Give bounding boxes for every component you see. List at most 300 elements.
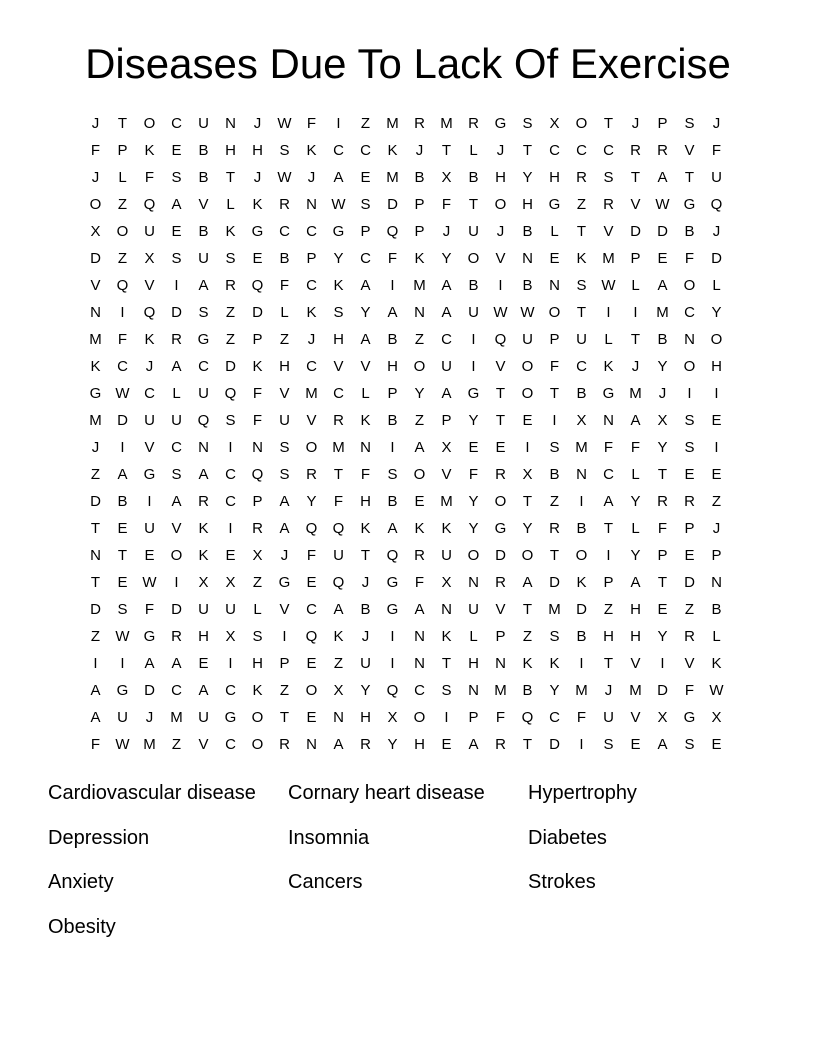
- grid-cell: M: [656, 304, 669, 321]
- grid-cell: K: [441, 628, 452, 645]
- grid-cell: K: [306, 142, 317, 159]
- grid-cell: W: [115, 628, 130, 645]
- grid-cell: E: [657, 601, 668, 618]
- grid-cell: O: [683, 277, 696, 294]
- grid-cell: Z: [279, 682, 290, 699]
- grid-cell: T: [468, 196, 479, 213]
- grid-cell: T: [225, 169, 236, 186]
- grid-cell: B: [360, 601, 371, 618]
- grid-cell: F: [684, 682, 695, 699]
- grid-cell: W: [142, 574, 157, 591]
- grid-cell: V: [144, 439, 155, 456]
- grid-cell: K: [360, 520, 371, 537]
- grid-cell: O: [305, 439, 318, 456]
- grid-cell: Z: [117, 196, 128, 213]
- grid-cell: L: [631, 466, 640, 483]
- grid-cell: I: [606, 304, 611, 321]
- grid-cell: S: [279, 439, 290, 456]
- grid-cell: D: [171, 601, 182, 618]
- grid-cell: N: [90, 547, 101, 564]
- word-list: [48, 779, 768, 957]
- grid-cell: J: [307, 331, 316, 348]
- word-list-item: Diabetes: [528, 826, 607, 849]
- grid-cell: U: [522, 331, 533, 348]
- grid-cell: I: [120, 304, 125, 321]
- grid-cell: U: [198, 250, 209, 267]
- grid-cell: P: [684, 520, 695, 537]
- grid-cell: T: [657, 574, 668, 591]
- grid-cell: Z: [684, 601, 695, 618]
- grid-cell: J: [442, 223, 451, 240]
- grid-cell: S: [225, 412, 236, 429]
- grid-cell: C: [576, 142, 587, 159]
- grid-cell: U: [711, 169, 722, 186]
- grid-cell: G: [683, 196, 696, 213]
- grid-cell: M: [386, 169, 399, 186]
- grid-cell: C: [225, 682, 236, 699]
- grid-cell: F: [711, 142, 722, 159]
- grid-cell: P: [252, 493, 263, 510]
- grid-cell: K: [414, 520, 425, 537]
- word-list-item: Hypertrophy: [528, 782, 637, 804]
- grid-cell: R: [603, 196, 614, 213]
- grid-cell: S: [576, 277, 587, 294]
- grid-cell: Q: [197, 412, 210, 429]
- grid-cell: R: [468, 115, 479, 132]
- grid-cell: Y: [468, 412, 479, 429]
- grid-cell: O: [683, 358, 696, 375]
- grid-cell: P: [414, 196, 425, 213]
- grid-cell: K: [90, 358, 101, 375]
- grid-cell: K: [603, 358, 614, 375]
- grid-cell: X: [441, 574, 452, 591]
- grid-cell: B: [576, 520, 587, 537]
- grid-cell: K: [522, 655, 533, 672]
- grid-cell: E: [657, 250, 668, 267]
- grid-cell: O: [413, 709, 426, 726]
- grid-cell: G: [386, 574, 399, 591]
- grid-cell: Z: [522, 628, 533, 645]
- grid-cell: E: [441, 736, 452, 753]
- grid-cell: C: [576, 358, 587, 375]
- grid-cell: D: [684, 574, 695, 591]
- grid-cell: T: [549, 385, 560, 402]
- grid-cell: Y: [468, 493, 479, 510]
- grid-cell: D: [225, 358, 236, 375]
- grid-cell: F: [549, 358, 560, 375]
- grid-cell: I: [147, 493, 152, 510]
- grid-cell: X: [333, 682, 344, 699]
- grid-cell: S: [441, 682, 452, 699]
- grid-cell: R: [252, 520, 263, 537]
- grid-cell: E: [684, 547, 695, 564]
- grid-cell: T: [603, 655, 614, 672]
- grid-cell: F: [684, 250, 695, 267]
- grid-cell: J: [496, 142, 505, 159]
- grid-cell: N: [414, 304, 425, 321]
- grid-cell: A: [657, 736, 668, 753]
- grid-cell: U: [171, 412, 182, 429]
- grid-cell: N: [495, 655, 506, 672]
- grid-cell: I: [228, 520, 233, 537]
- grid-cell: Q: [386, 682, 399, 699]
- grid-cell: A: [360, 277, 371, 294]
- grid-cell: E: [225, 547, 236, 564]
- grid-cell: Q: [494, 331, 507, 348]
- word-list-item: Anxiety: [48, 871, 114, 893]
- grid-cell: A: [441, 385, 452, 402]
- grid-cell: M: [629, 682, 642, 699]
- grid-cell: R: [171, 628, 182, 645]
- grid-cell: E: [306, 709, 317, 726]
- grid-cell: O: [575, 547, 588, 564]
- grid-cell: B: [522, 682, 533, 699]
- grid-cell: V: [360, 358, 371, 375]
- grid-cell: Y: [414, 385, 425, 402]
- grid-cell: C: [360, 142, 371, 159]
- grid-cell: U: [468, 304, 479, 321]
- grid-cell: P: [657, 115, 668, 132]
- grid-cell: L: [226, 196, 235, 213]
- grid-cell: T: [441, 655, 452, 672]
- grid-cell: Y: [360, 682, 371, 699]
- grid-cell: J: [712, 115, 721, 132]
- grid-cell: T: [522, 493, 533, 510]
- grid-cell: H: [549, 169, 560, 186]
- grid-cell: E: [522, 412, 533, 429]
- grid-cell: S: [252, 628, 263, 645]
- grid-cell: C: [333, 385, 344, 402]
- grid-cell: I: [471, 358, 476, 375]
- grid-cell: J: [658, 385, 667, 402]
- grid-cell: A: [630, 412, 641, 429]
- grid-cell: H: [387, 358, 398, 375]
- grid-cell: F: [333, 493, 344, 510]
- grid-cell: J: [253, 169, 262, 186]
- grid-cell: S: [171, 250, 182, 267]
- grid-cell: O: [413, 358, 426, 375]
- grid-cell: Z: [576, 196, 587, 213]
- grid-cell: U: [198, 709, 209, 726]
- grid-cell: U: [468, 601, 479, 618]
- grid-cell: O: [413, 466, 426, 483]
- grid-cell: F: [306, 547, 317, 564]
- grid-cell: K: [198, 520, 209, 537]
- grid-cell: X: [657, 709, 668, 726]
- grid-cell: V: [90, 277, 101, 294]
- grid-cell: B: [576, 628, 587, 645]
- grid-cell: S: [549, 628, 560, 645]
- grid-cell: A: [171, 358, 182, 375]
- grid-cell: G: [89, 385, 102, 402]
- grid-cell: A: [333, 169, 344, 186]
- grid-cell: T: [333, 466, 344, 483]
- grid-cell: A: [603, 493, 614, 510]
- grid-cell: C: [171, 682, 182, 699]
- grid-cell: E: [684, 466, 695, 483]
- grid-cell: L: [604, 331, 613, 348]
- grid-cell: D: [657, 223, 668, 240]
- grid-cell: I: [579, 493, 584, 510]
- grid-cell: W: [520, 304, 535, 321]
- grid-cell: G: [143, 466, 156, 483]
- grid-cell: P: [279, 655, 290, 672]
- grid-cell: R: [333, 412, 344, 429]
- grid-cell: L: [550, 223, 559, 240]
- grid-cell: Z: [333, 655, 344, 672]
- grid-cell: P: [603, 574, 614, 591]
- grid-cell: P: [252, 331, 263, 348]
- grid-cell: V: [630, 196, 641, 213]
- grid-cell: T: [630, 169, 641, 186]
- grid-cell: C: [198, 358, 209, 375]
- grid-cell: N: [90, 304, 101, 321]
- grid-cell: I: [471, 331, 476, 348]
- grid-cell: P: [414, 223, 425, 240]
- grid-cell: F: [252, 412, 263, 429]
- grid-cell: E: [495, 439, 506, 456]
- grid-cell: I: [174, 277, 179, 294]
- grid-cell: U: [144, 520, 155, 537]
- grid-cell: T: [360, 547, 371, 564]
- grid-cell: C: [360, 250, 371, 267]
- grid-cell: Y: [657, 628, 668, 645]
- grid-cell: V: [495, 250, 506, 267]
- letter-grid: [82, 110, 730, 758]
- grid-cell: I: [228, 439, 233, 456]
- grid-cell: V: [441, 466, 452, 483]
- grid-cell: N: [468, 574, 479, 591]
- grid-cell: D: [90, 601, 101, 618]
- grid-cell: P: [117, 142, 128, 159]
- grid-cell: I: [93, 655, 98, 672]
- grid-cell: N: [333, 709, 344, 726]
- grid-cell: F: [630, 439, 641, 456]
- grid-cell: E: [117, 520, 128, 537]
- grid-cell: A: [360, 331, 371, 348]
- grid-cell: G: [251, 223, 264, 240]
- grid-cell: U: [117, 709, 128, 726]
- grid-cell: I: [390, 628, 395, 645]
- grid-cell: U: [576, 331, 587, 348]
- grid-cell: T: [90, 520, 101, 537]
- grid-cell: R: [279, 196, 290, 213]
- grid-cell: M: [440, 115, 453, 132]
- grid-cell: B: [522, 277, 533, 294]
- grid-cell: G: [467, 385, 480, 402]
- grid-cell: J: [280, 547, 289, 564]
- grid-cell: O: [521, 547, 534, 564]
- grid-cell: R: [279, 736, 290, 753]
- grid-cell: S: [684, 439, 695, 456]
- grid-cell: A: [630, 574, 641, 591]
- grid-cell: H: [198, 628, 209, 645]
- grid-cell: I: [390, 439, 395, 456]
- grid-cell: K: [252, 358, 263, 375]
- grid-cell: W: [115, 736, 130, 753]
- grid-cell: I: [606, 547, 611, 564]
- grid-cell: Y: [630, 493, 641, 510]
- grid-cell: I: [498, 277, 503, 294]
- grid-cell: Z: [603, 601, 614, 618]
- grid-cell: W: [655, 196, 670, 213]
- grid-cell: D: [549, 736, 560, 753]
- grid-cell: R: [657, 493, 668, 510]
- grid-cell: U: [144, 223, 155, 240]
- grid-cell: I: [444, 709, 449, 726]
- grid-cell: X: [225, 574, 236, 591]
- grid-cell: K: [711, 655, 722, 672]
- grid-cell: B: [387, 412, 398, 429]
- grid-cell: Z: [252, 574, 263, 591]
- grid-cell: J: [604, 682, 613, 699]
- grid-cell: U: [468, 223, 479, 240]
- grid-cell: E: [549, 250, 560, 267]
- grid-cell: O: [521, 358, 534, 375]
- grid-cell: Z: [225, 304, 236, 321]
- grid-cell: O: [116, 223, 129, 240]
- grid-cell: R: [171, 331, 182, 348]
- grid-cell: Y: [630, 547, 641, 564]
- grid-cell: O: [548, 304, 561, 321]
- grid-cell: H: [252, 655, 263, 672]
- grid-cell: A: [333, 736, 344, 753]
- grid-cell: G: [548, 196, 561, 213]
- grid-cell: Y: [333, 250, 344, 267]
- grid-cell: G: [224, 709, 237, 726]
- grid-cell: P: [495, 628, 506, 645]
- grid-cell: A: [144, 655, 155, 672]
- grid-cell: U: [198, 115, 209, 132]
- grid-cell: M: [170, 709, 183, 726]
- grid-cell: D: [630, 223, 641, 240]
- grid-cell: B: [711, 601, 722, 618]
- grid-cell: A: [414, 439, 425, 456]
- grid-cell: G: [494, 520, 507, 537]
- grid-cell: L: [631, 277, 640, 294]
- grid-cell: Z: [279, 331, 290, 348]
- grid-cell: R: [360, 736, 371, 753]
- grid-cell: E: [630, 736, 641, 753]
- grid-cell: B: [198, 142, 209, 159]
- grid-cell: T: [522, 736, 533, 753]
- grid-cell: E: [468, 439, 479, 456]
- grid-cell: N: [414, 655, 425, 672]
- grid-cell: A: [441, 304, 452, 321]
- grid-cell: N: [468, 682, 479, 699]
- grid-cell: K: [306, 304, 317, 321]
- grid-cell: V: [495, 358, 506, 375]
- page-title: Diseases Due To Lack Of Exercise: [85, 40, 731, 87]
- grid-cell: T: [441, 142, 452, 159]
- grid-cell: L: [172, 385, 181, 402]
- grid-cell: A: [198, 682, 209, 699]
- grid-cell: B: [468, 277, 479, 294]
- grid-cell: K: [333, 277, 344, 294]
- grid-cell: T: [522, 142, 533, 159]
- grid-cell: C: [306, 277, 317, 294]
- grid-cell: D: [252, 304, 263, 321]
- grid-cell: D: [90, 250, 101, 267]
- grid-cell: I: [228, 655, 233, 672]
- grid-cell: T: [495, 412, 506, 429]
- grid-cell: E: [198, 655, 209, 672]
- grid-cell: B: [117, 493, 128, 510]
- grid-cell: E: [171, 142, 182, 159]
- grid-cell: E: [144, 547, 155, 564]
- grid-cell: F: [495, 709, 506, 726]
- grid-cell: D: [387, 196, 398, 213]
- grid-cell: E: [306, 574, 317, 591]
- grid-cell: W: [277, 169, 292, 186]
- grid-cell: R: [495, 466, 506, 483]
- grid-cell: T: [657, 466, 668, 483]
- grid-cell: H: [468, 655, 479, 672]
- grid-cell: C: [306, 358, 317, 375]
- grid-cell: J: [415, 142, 424, 159]
- grid-cell: R: [657, 142, 668, 159]
- grid-cell: Q: [116, 277, 129, 294]
- grid-cell: U: [333, 547, 344, 564]
- grid-cell: M: [89, 331, 102, 348]
- grid-cell: P: [306, 250, 317, 267]
- grid-cell: S: [387, 466, 398, 483]
- grid-cell: R: [630, 142, 641, 159]
- grid-cell: M: [305, 385, 318, 402]
- grid-cell: H: [630, 601, 641, 618]
- grid-cell: L: [469, 628, 478, 645]
- grid-cell: V: [144, 277, 155, 294]
- grid-cell: J: [496, 223, 505, 240]
- grid-cell: W: [493, 304, 508, 321]
- grid-cell: K: [225, 223, 236, 240]
- grid-cell: X: [549, 115, 560, 132]
- grid-cell: A: [117, 466, 128, 483]
- grid-cell: A: [414, 601, 425, 618]
- grid-cell: F: [252, 385, 263, 402]
- grid-cell: Y: [306, 493, 317, 510]
- grid-cell: B: [657, 331, 668, 348]
- grid-cell: N: [441, 601, 452, 618]
- grid-cell: O: [305, 682, 318, 699]
- grid-cell: H: [360, 493, 371, 510]
- grid-cell: H: [495, 169, 506, 186]
- grid-cell: Y: [360, 304, 371, 321]
- grid-cell: D: [117, 412, 128, 429]
- grid-cell: N: [576, 466, 587, 483]
- grid-cell: Y: [549, 682, 560, 699]
- grid-cell: L: [253, 601, 262, 618]
- grid-cell: F: [468, 466, 479, 483]
- grid-cell: A: [90, 709, 101, 726]
- grid-cell: A: [90, 682, 101, 699]
- grid-cell: X: [522, 466, 533, 483]
- grid-cell: W: [277, 115, 292, 132]
- grid-cell: C: [117, 358, 128, 375]
- grid-cell: H: [252, 142, 263, 159]
- grid-cell: M: [575, 439, 588, 456]
- grid-cell: C: [225, 466, 236, 483]
- grid-cell: I: [579, 736, 584, 753]
- grid-cell: X: [90, 223, 101, 240]
- grid-cell: V: [279, 601, 290, 618]
- grid-cell: G: [386, 601, 399, 618]
- grid-cell: W: [115, 385, 130, 402]
- grid-cell: T: [576, 223, 587, 240]
- grid-cell: Q: [521, 709, 534, 726]
- grid-cell: V: [198, 736, 209, 753]
- grid-cell: C: [144, 385, 155, 402]
